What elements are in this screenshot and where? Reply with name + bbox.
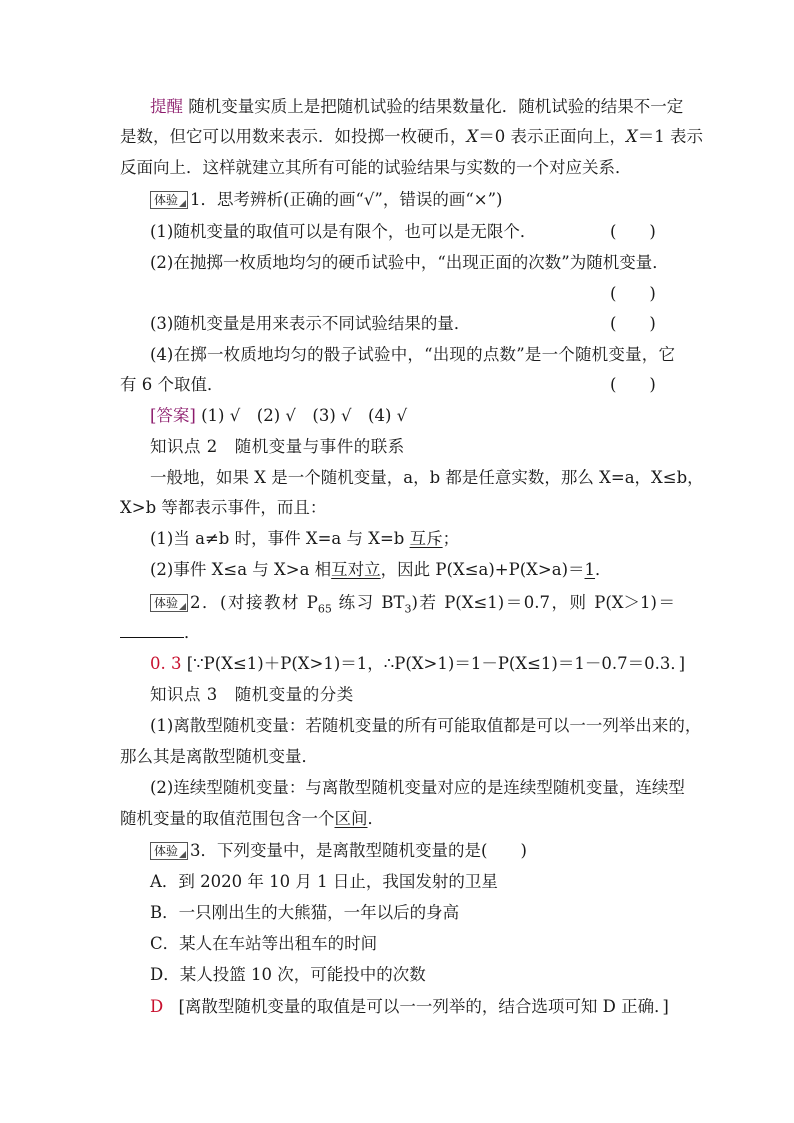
statement-2: (2)在抛掷一枚质地均匀的硬币试验中，“出现正面的次数”为随机变量． (150, 253, 669, 272)
underlined-answer: 1 (584, 560, 596, 579)
tip-line-1 (150, 96, 684, 118)
variable-x: X (626, 127, 638, 146)
k2-line-2: X>b 等都表示事件，而且： (120, 498, 327, 517)
item-text: (2)事件 X≤a 与 X>a 相 (150, 560, 332, 579)
subscript: 3 (404, 602, 412, 616)
exercise-badge: 体验 (150, 594, 188, 612)
item-text: ； (442, 529, 460, 548)
underlined-answer: 互对立 (331, 560, 381, 579)
tip-text: ＝1 表示 (637, 127, 703, 146)
tip-line-2 (120, 126, 703, 148)
answer-paren: ( ) (610, 284, 656, 303)
underlined-answer: 区间 (334, 809, 368, 828)
k3-para-1-line-2: 那么其是离散型随机变量． (120, 747, 318, 766)
question-text: )若 P(X≤1)＝0.7，则 P(X＞1)＝ (411, 593, 675, 612)
tip-text: 是数，但它可以用数来表示．如投掷一枚硬币， (120, 127, 467, 146)
statement-4-line-1: (4)在掷一枚质地均匀的骰子试验中，“出现的点数”是一个随机变量，它 (150, 345, 675, 364)
statement-text: (1)随机变量的取值可以是有限个，也可以是无限个． (150, 222, 537, 241)
statement-text: (3)随机变量是用来表示不同试验结果的量． (150, 314, 471, 333)
exercise-title-text: 3．下列变量中，是离散型随机变量的是( ) (190, 841, 527, 860)
statement-text: 有 6 个取值． (120, 375, 224, 394)
answer-paren: ( ) (610, 222, 656, 241)
knowledge-point-2-title: 知识点 2 随机变量与事件的联系 (150, 437, 405, 456)
option-a: A．到 2020 年 10 月 1 日止，我国发射的卫星 (150, 872, 498, 891)
k2-item-1 (150, 528, 675, 550)
tip-text: 随机变量实质上是把随机试验的结果数量化．随机试验的结果不一定 (188, 97, 684, 116)
k3-para-1-line-1: (1)离散型随机变量：若随机变量的所有可能取值都是可以一一列举出来的， (150, 716, 702, 735)
answer-paren: ( ) (610, 375, 656, 394)
question-text: 练习 BT (331, 593, 405, 612)
option-d: D．某人投篮 10 次，可能投中的次数 (150, 965, 426, 984)
statement-4-line-2 (120, 374, 675, 396)
answer-paren: ( ) (610, 314, 656, 333)
item-text: ，因此 P(X≤a)+P(X>a)＝ (380, 560, 585, 579)
tip-label: 提醒 (150, 97, 183, 116)
option-c: C．某人在车站等出租车的时间 (150, 934, 378, 953)
para-text: 随机变量的取值范围包含一个 (120, 809, 335, 828)
exercise-1-title (150, 189, 675, 211)
statement-1 (150, 221, 675, 243)
answer-value: 0. 3 (150, 654, 182, 673)
k2-item-2 (150, 559, 675, 581)
exercise-3-title (150, 840, 675, 862)
answer-blank (120, 623, 184, 638)
answer-explanation: [离散型随机变量的取值是可以一一列举的，结合选项可知 D 正确．] (178, 997, 669, 1016)
item-text: (1)当 a≠b 时，事件 X=a 与 X=b (150, 529, 410, 548)
exercise-badge: 体验 (150, 842, 188, 860)
para-text: ． (367, 809, 384, 828)
exercise-title-text: 1．思考辨析(正确的画“√”，错误的画“×”) (190, 190, 503, 209)
answer-label: [答案] (150, 406, 196, 425)
exercise-2-blank-row (120, 622, 675, 644)
knowledge-point-3-title: 知识点 3 随机变量的分类 (150, 685, 354, 704)
answer-value: D (150, 997, 164, 1016)
tip-text: ＝0 表示正面向上， (478, 127, 626, 146)
exercise-3-answer (150, 996, 675, 1018)
subscript: 65 (317, 602, 332, 616)
statement-3 (150, 313, 675, 335)
question-text: 2．(对接教材 P (190, 593, 318, 612)
answer-text: (1) √ (2) √ (3) √ (4) √ (201, 406, 408, 425)
option-b: B．一只刚出生的大熊猫，一年以后的身高 (150, 903, 460, 922)
exercise-1-answer (150, 405, 675, 427)
answer-explanation: [∵P(X≤1)＋P(X>1)＝1，∴P(X>1)＝1－P(X≤1)＝1－0.7＝0.3．] (186, 654, 686, 673)
underlined-answer: 互斥 (409, 529, 443, 548)
k3-para-2-line-2 (120, 808, 675, 830)
k3-para-2-line-1: (2)连续型随机变量：与离散型随机变量对应的是连续型随机变量，连续型 (150, 778, 685, 797)
tip-line-3: 反面向上．这样就建立其所有可能的试验结果与实数的一个对应关系． (120, 158, 632, 177)
variable-x: X (466, 127, 479, 146)
exercise-2-question (150, 592, 675, 620)
exercise-2-answer (150, 653, 686, 675)
exercise-badge: 体验 (150, 191, 188, 209)
item-text: ． (595, 560, 612, 579)
k2-line-1: 一般地，如果 X 是一个随机变量，a，b 都是任意实数，那么 X=a，X≤b， (150, 468, 704, 487)
question-text: ． (184, 623, 201, 642)
